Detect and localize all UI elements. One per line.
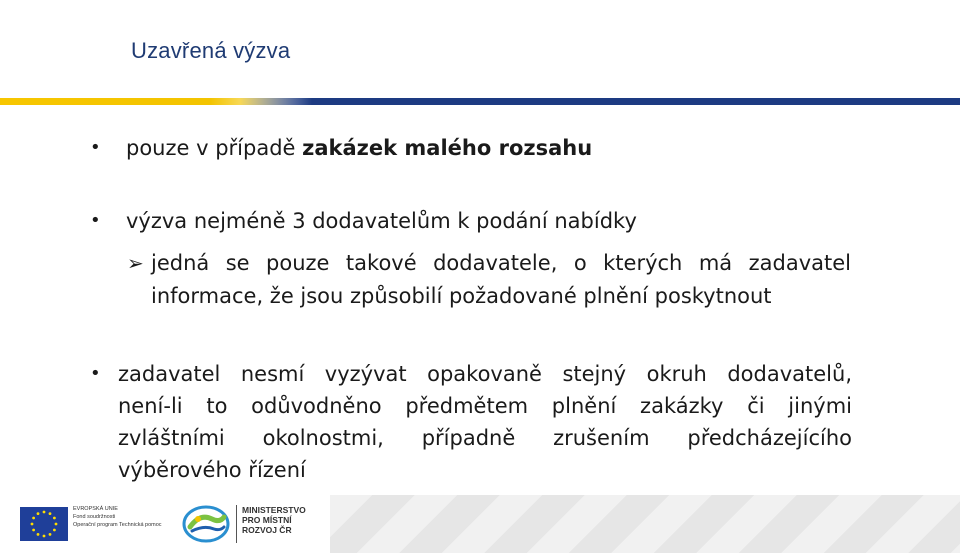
ministry-logo-text bbox=[242, 505, 306, 535]
bullet-marker: • bbox=[90, 210, 101, 231]
sub-bullet-line-2: informace, že jsou způsobilí požadované plnění poskytnout bbox=[151, 284, 772, 308]
eu-line: Operační program Technická pomoc bbox=[73, 522, 162, 528]
eu-line: EVROPSKÁ UNIE bbox=[73, 506, 118, 512]
bullet-3-line-1: zadavatel nesmí vyzývat opakovaně stejný okruh dodavatelů, bbox=[118, 362, 852, 386]
sub-bullet-line-1: jedná se pouze takové dodavatele, o kterých má zadavatel bbox=[151, 251, 851, 275]
footer-divider bbox=[236, 505, 237, 543]
bullet-1-text bbox=[126, 133, 592, 163]
bullet-marker: • bbox=[90, 137, 101, 158]
eu-line: Fond soudržnosti bbox=[73, 514, 116, 520]
ministry-line: MINISTERSTVO bbox=[242, 505, 306, 515]
ministry-logo-icon bbox=[182, 503, 230, 545]
footer-decoration bbox=[330, 495, 960, 553]
bullet-1-plain: pouze v případě bbox=[126, 136, 303, 160]
bullet-3-line-2: není-li to odůvodněno předmětem plnění zakázky či jinými bbox=[118, 394, 852, 418]
bullet-marker: • bbox=[90, 363, 101, 384]
header-rule-blue bbox=[240, 98, 960, 105]
footer bbox=[0, 495, 960, 553]
bullet-3-line-3: zvláštními okolnostmi, případně zrušením předcházejícího bbox=[118, 426, 852, 450]
ministry-line: PRO MÍSTNÍ bbox=[242, 515, 292, 525]
bullet-1-bold: zakázek malého rozsahu bbox=[302, 136, 593, 160]
bullet-2-text: výzva nejméně 3 dodavatelům k podání nabídky bbox=[126, 209, 637, 233]
slide-title: Uzavřená výzva bbox=[131, 38, 291, 63]
sub-bullet-arrow: ➢ bbox=[127, 251, 144, 275]
bullet-3-line-4: výběrového řízení bbox=[118, 458, 306, 482]
ministry-line: ROZVOJ ČR bbox=[242, 525, 292, 535]
eu-flag-icon bbox=[20, 507, 68, 541]
eu-logo-text bbox=[73, 505, 163, 529]
